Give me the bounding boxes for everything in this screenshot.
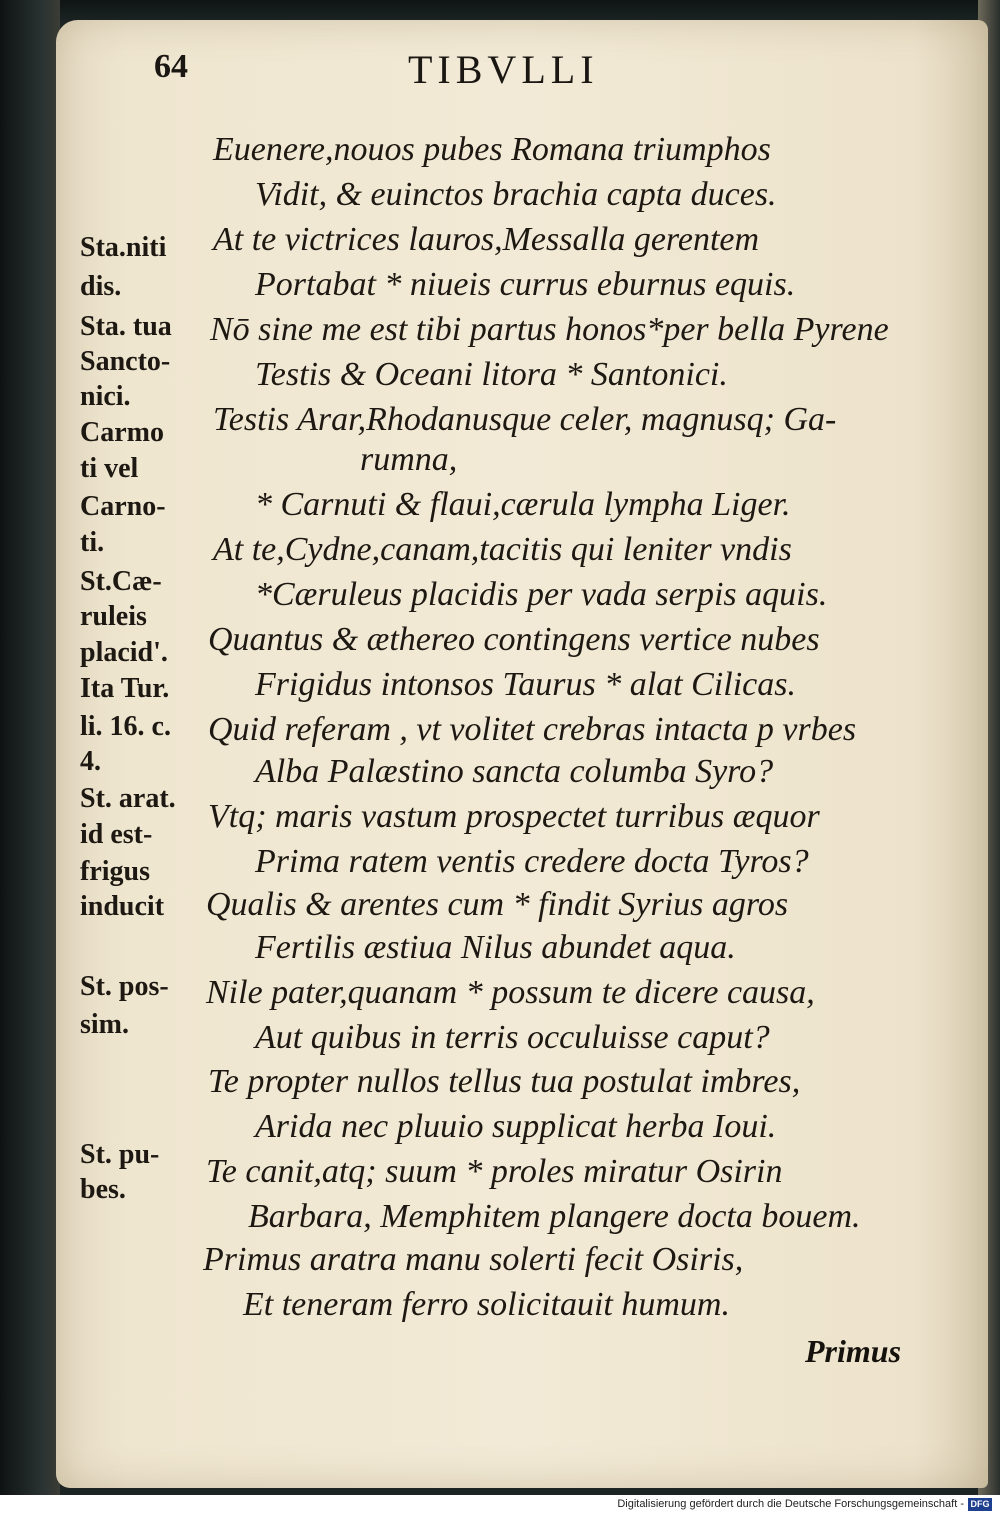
catchword: Primus xyxy=(805,1333,902,1369)
verse-line: Euenere,nouos pubes Romana triumphos xyxy=(213,131,771,168)
verse-line: Quantus & æthereo contingens vertice nubes xyxy=(208,621,820,658)
verse-line: Fertilis æstiua Nilus abundet aqua. xyxy=(255,929,736,966)
digitization-credit: Digitalisierung gefördert durch die Deutsche Forschungsgemeinschaft - xyxy=(617,1498,964,1510)
margin-gloss: inducit xyxy=(80,891,165,922)
scan-backdrop-left xyxy=(0,0,60,1495)
margin-gloss: frigus xyxy=(80,856,150,887)
margin-gloss: St. pu- xyxy=(80,1139,160,1170)
verse-line: Te canit,atq; suum * proles miratur Osirin xyxy=(206,1153,783,1190)
margin-gloss: Sta.niti xyxy=(80,232,167,263)
margin-gloss: 4. xyxy=(80,746,101,777)
verse-line: Quid referam , vt volitet crebras intacta p vrbes xyxy=(208,711,857,748)
margin-gloss: Carno- xyxy=(80,491,166,522)
verse-line: Testis & Oceani litora * Santonici. xyxy=(255,356,728,393)
margin-gloss: St.Cæ- xyxy=(80,566,162,597)
verse-line: Nile pater,quanam * possum te dicere causa, xyxy=(206,974,815,1011)
verse-line: Qualis & arentes cum * findit Syrius agros xyxy=(206,886,789,923)
margin-gloss: ti vel xyxy=(80,453,139,484)
verse-line: Et teneram ferro solicitauit humum. xyxy=(243,1286,730,1323)
verse-line: Vidit, & euinctos brachia capta duces. xyxy=(255,176,777,213)
verse-line: Aut quibus in terris occuluisse caput? xyxy=(255,1019,770,1056)
verse-line: At te victrices lauros,Messalla gerentem xyxy=(213,221,760,258)
margin-gloss: placid'. xyxy=(80,637,168,668)
dfg-logo: DFG xyxy=(968,1498,992,1511)
verse-line: Prima ratem ventis credere docta Tyros? xyxy=(255,843,809,880)
footer-bar xyxy=(0,1495,1000,1515)
margin-gloss: nici. xyxy=(80,381,131,412)
verse-line: Te propter nullos tellus tua postulat imbres, xyxy=(208,1063,801,1100)
verse-line: Vtq; maris vastum prospectet turribus æquor xyxy=(208,798,820,835)
verse-line: *Cæruleus placidis per vada serpis aquis. xyxy=(255,576,828,613)
margin-gloss: sim. xyxy=(80,1009,129,1040)
margin-gloss: ti. xyxy=(80,527,105,558)
page-number: 64 xyxy=(154,48,188,85)
verse-line: rumna, xyxy=(360,441,458,478)
margin-gloss: Sta. tua xyxy=(80,311,172,342)
margin-gloss: li. 16. c. xyxy=(80,711,171,742)
margin-gloss: bes. xyxy=(80,1174,126,1205)
verse-line: At te,Cydne,canam,tacitis qui leniter vndis xyxy=(213,531,792,568)
verse-line: Frigidus intonsos Taurus * alat Cilicas. xyxy=(255,666,796,703)
verse-line: Testis Arar,Rhodanusque celer, magnusq; Ga- xyxy=(213,401,837,438)
running-head xyxy=(150,40,870,100)
verse-line: Barbara, Memphitem plangere docta bouem. xyxy=(248,1198,861,1235)
margin-gloss: Sancto- xyxy=(80,346,171,377)
margin-gloss: Ita Tur. xyxy=(80,673,170,704)
verse-line: Nō sine me est tibi partus honos*per bella Pyrene xyxy=(210,311,889,348)
margin-gloss: ruleis xyxy=(80,601,147,632)
verse-line: Arida nec pluuio supplicat herba Ioui. xyxy=(255,1108,777,1145)
margin-gloss: Carmo xyxy=(80,417,164,448)
margin-gloss: St. pos- xyxy=(80,971,169,1002)
margin-gloss: St. arat. xyxy=(80,783,176,814)
margin-gloss: id est- xyxy=(80,819,153,850)
verse-line: Portabat * niueis currus eburnus equis. xyxy=(255,266,796,303)
verse-line: * Carnuti & flaui,cærula lympha Liger. xyxy=(255,486,791,523)
running-title: TIBVLLI xyxy=(408,47,599,92)
verse-line: Alba Palæstino sancta columba Syro? xyxy=(255,753,774,790)
margin-gloss: dis. xyxy=(80,271,122,302)
verse-line: Primus aratra manu solerti fecit Osiris, xyxy=(203,1241,744,1278)
